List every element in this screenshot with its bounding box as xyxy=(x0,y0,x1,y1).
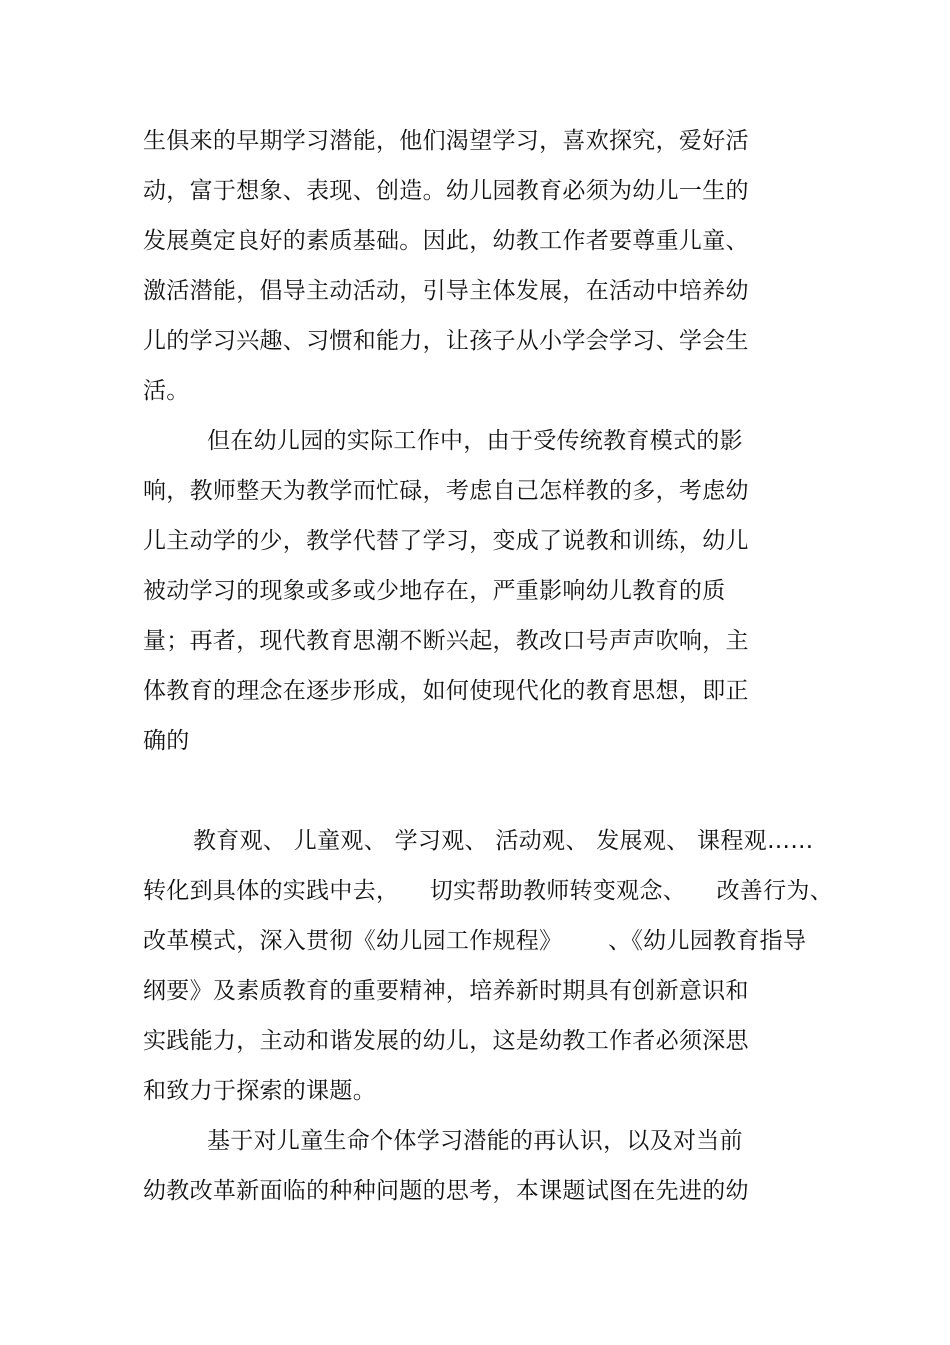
text-line: 和致力于探索的课题。 xyxy=(143,1078,376,1104)
text-line: 转化到具体的实践中去， 切实帮助教师转变观念、 改善行为、 xyxy=(143,878,833,904)
text-line: 纲要》及素质教育的重要精神，培养新时期具有创新意识和 xyxy=(143,978,749,1004)
text-line: 生俱来的早期学习潜能，他们渴望学习，喜欢探究，爱好活 xyxy=(143,128,749,154)
text-line: 被动学习的现象或多或少地存在，严重影响幼儿教育的质 xyxy=(143,578,726,604)
paragraph-first-line: 基于对儿童生命个体学习潜能的再认识，以及对当前 xyxy=(207,1128,743,1154)
text-line: 确的 xyxy=(143,728,190,754)
text-line: 实践能力，主动和谐发展的幼儿，这是幼教工作者必须深思 xyxy=(143,1028,749,1054)
text-line: 儿主动学的少，教学代替了学习，变成了说教和训练，幼儿 xyxy=(143,528,749,554)
text-line: 发展奠定良好的素质基础。因此，幼教工作者要尊重儿童、 xyxy=(143,228,749,254)
text-line: 动，富于想象、表现、创造。幼儿园教育必须为幼儿一生的 xyxy=(143,178,749,204)
text-line: 量；再者，现代教育思潮不断兴起，教改口号声声吹响，主 xyxy=(143,628,749,654)
text-line: 激活潜能，倡导主动活动，引导主体发展，在活动中培养幼 xyxy=(143,278,749,304)
text-line: 活。 xyxy=(143,378,190,404)
text-line: 改革模式，深入贯彻《幼儿园工作规程》 、《幼儿园教育指导 xyxy=(143,928,807,954)
text-line: 儿的学习兴趣、习惯和能力，让孩子从小学会学习、学会生 xyxy=(143,328,749,354)
text-line: 教育观、 儿童观、 学习观、 活动观、 发展观、 课程观…… xyxy=(193,828,814,854)
paragraph-first-line: 但在幼儿园的实际工作中，由于受传统教育模式的影 xyxy=(207,428,743,454)
text-line: 体教育的理念在逐步形成，如何使现代化的教育思想，即正 xyxy=(143,678,749,704)
text-line: 响，教师整天为教学而忙碌，考虑自己怎样教的多，考虑幼 xyxy=(143,478,749,504)
text-line: 幼教改革新面临的种种问题的思考，本课题试图在先进的幼 xyxy=(143,1178,749,1204)
